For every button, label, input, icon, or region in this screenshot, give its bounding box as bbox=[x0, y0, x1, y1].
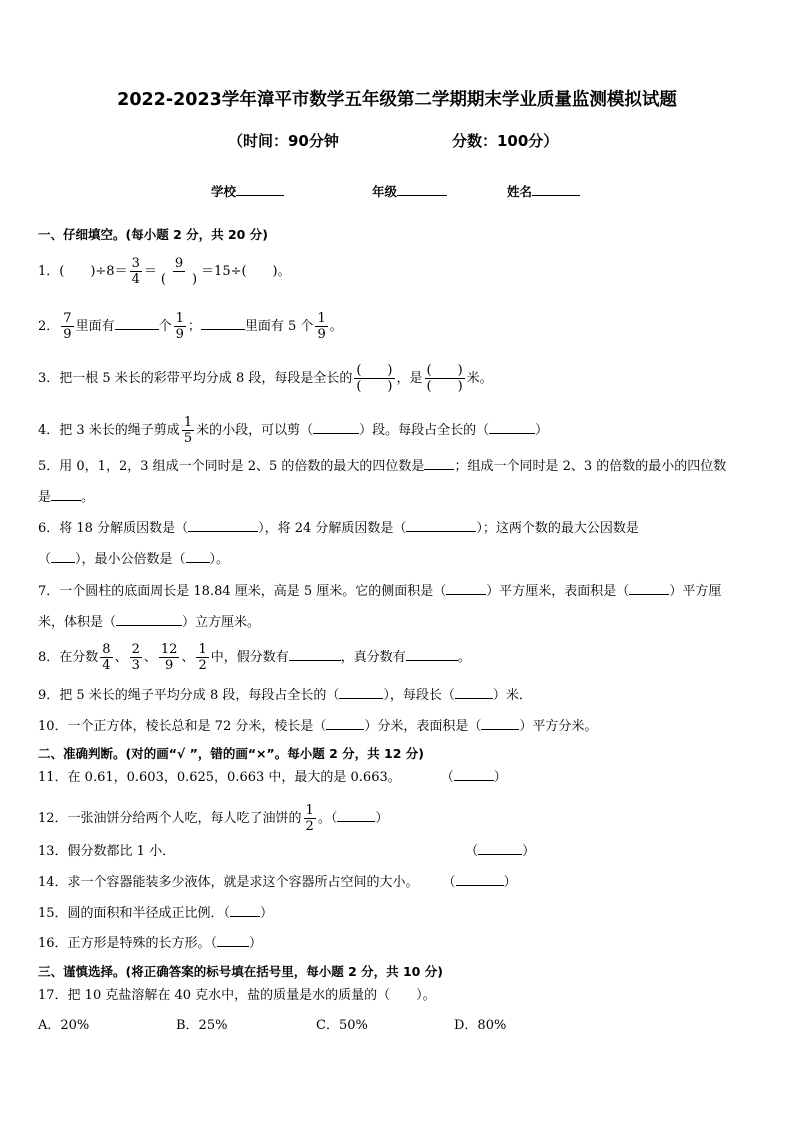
fraction-numerator: 7 bbox=[63, 311, 72, 326]
fraction bbox=[182, 415, 194, 446]
question-text: （ bbox=[38, 552, 52, 567]
question-text: ） bbox=[503, 875, 517, 890]
question-text: ）段。每段占全长的（ bbox=[359, 423, 490, 438]
answer-blank[interactable] bbox=[116, 612, 182, 626]
question-text: ），每段长（ bbox=[383, 688, 455, 703]
question-text: 2． bbox=[38, 319, 60, 334]
question-text: 15．圆的面积和半径成正比例．（ bbox=[38, 906, 231, 921]
question-text: 9．把 5 米长的绳子平均分成 8 段，每段占全长的（ bbox=[38, 688, 340, 703]
question-text: 、 bbox=[114, 650, 128, 665]
fraction-denominator: ( ) bbox=[160, 272, 198, 287]
name-label: 姓名 bbox=[507, 184, 533, 199]
question-text: ；组成一个同时是 2、3 的倍数的最小的四位数 bbox=[454, 459, 727, 474]
time-label: （时间：90分钟 bbox=[228, 132, 339, 150]
question-text: 。（ bbox=[317, 811, 338, 826]
question-text: 、 bbox=[143, 650, 157, 665]
answer-blank[interactable] bbox=[51, 487, 81, 501]
answer-blank[interactable] bbox=[289, 647, 341, 661]
option-a[interactable]: A．20% bbox=[38, 1018, 90, 1033]
question-14 bbox=[38, 872, 517, 893]
fraction-numerator: 3 bbox=[131, 256, 140, 271]
fraction bbox=[61, 311, 73, 342]
fraction bbox=[130, 642, 142, 673]
question-text: 7．一个圆柱的底面周长是 18.84 厘米，高是 5 厘米。它的侧面积是（ bbox=[38, 584, 447, 599]
fraction-denominator: 9 bbox=[63, 327, 72, 342]
answer-blank[interactable] bbox=[230, 903, 260, 917]
question-text: 14．求一个容器能装多少液体，就是求这个容器所占空间的大小。 bbox=[38, 875, 419, 890]
question-text: ），将 24 分解质因数是（ bbox=[258, 521, 407, 536]
answer-blank[interactable] bbox=[446, 581, 486, 595]
question-4 bbox=[38, 415, 548, 446]
question-text: 1．( )÷8＝ bbox=[38, 264, 128, 279]
question-text: 是 bbox=[38, 490, 52, 505]
answer-blank[interactable] bbox=[454, 767, 494, 781]
name-blank[interactable] bbox=[532, 183, 580, 196]
answer-blank[interactable] bbox=[455, 685, 493, 699]
question-text: ＝ bbox=[143, 264, 157, 279]
school-blank[interactable] bbox=[236, 183, 284, 196]
question-7-cont bbox=[38, 612, 260, 633]
grade-label: 年级 bbox=[372, 184, 398, 199]
question-text: 米。 bbox=[466, 371, 493, 386]
question-text: 17．把 10 克盐溶解在 40 克水中，盐的质量是水的质量的（ ）。 bbox=[38, 988, 436, 1003]
question-text: ） bbox=[535, 423, 549, 438]
fraction-numerator: 1 bbox=[305, 803, 314, 818]
answer-blank[interactable] bbox=[456, 872, 504, 886]
fraction bbox=[159, 256, 199, 287]
question-text: ） bbox=[249, 936, 263, 951]
fraction bbox=[354, 363, 394, 394]
question-text: ）。 bbox=[209, 552, 230, 567]
answer-blank[interactable] bbox=[115, 316, 159, 330]
question-17-options bbox=[38, 1016, 506, 1036]
answer-blank[interactable] bbox=[326, 716, 364, 730]
question-text: 3．把一根 5 米长的彩带平均分成 8 段，每段是全长的 bbox=[38, 371, 353, 386]
question-1 bbox=[38, 256, 291, 287]
question-10 bbox=[38, 716, 597, 737]
answer-blank[interactable] bbox=[481, 716, 519, 730]
question-text: ）平方厘 bbox=[669, 584, 722, 599]
question-text: ）分米，表面积是（ bbox=[364, 719, 482, 734]
question-text: 11．在 0.61，0.603，0.625，0.663 中，最大的是 0.663。 bbox=[38, 770, 401, 785]
fraction-numerator: 1 bbox=[183, 415, 193, 430]
answer-blank[interactable] bbox=[313, 420, 359, 434]
score-label: 分数：100分） bbox=[452, 132, 559, 150]
fraction-denominator: ( ) bbox=[356, 379, 393, 394]
answer-blank[interactable] bbox=[186, 549, 210, 563]
fraction-numerator: 12 bbox=[160, 642, 178, 657]
question-8 bbox=[38, 642, 471, 673]
option-d[interactable]: D．80% bbox=[454, 1018, 507, 1033]
fraction-denominator: 9 bbox=[317, 327, 326, 342]
fraction-numerator: 2 bbox=[131, 642, 140, 657]
fraction-numerator: 1 bbox=[198, 642, 207, 657]
fraction-denominator: 9 bbox=[175, 327, 184, 342]
fraction bbox=[130, 256, 142, 287]
fraction-denominator: 5 bbox=[183, 431, 193, 446]
school-label: 学校 bbox=[211, 184, 237, 199]
answer-blank[interactable] bbox=[217, 933, 249, 947]
grade-blank[interactable] bbox=[397, 183, 447, 196]
fraction-numerator: 8 bbox=[102, 642, 111, 657]
answer-blank[interactable] bbox=[489, 420, 535, 434]
question-text: 。 bbox=[81, 490, 95, 505]
question-text: ）米． bbox=[492, 688, 532, 703]
fraction bbox=[304, 803, 316, 834]
question-3 bbox=[38, 363, 493, 394]
question-text: 4．把 3 米长的绳子剪成 bbox=[38, 423, 180, 438]
fraction-denominator: 9 bbox=[165, 658, 174, 673]
question-text: ）平方厘米，表面积是（ bbox=[486, 584, 630, 599]
question-text: ），最小公倍数是（ bbox=[75, 552, 186, 567]
answer-blank[interactable] bbox=[406, 518, 476, 532]
fraction bbox=[174, 311, 186, 342]
grade-field bbox=[372, 182, 447, 200]
question-text: （ bbox=[440, 770, 454, 785]
fraction bbox=[100, 642, 112, 673]
question-13 bbox=[38, 841, 535, 862]
question-text: ＝15÷( )。 bbox=[201, 264, 291, 279]
question-text: 16．正方形是特殊的长方形。（ bbox=[38, 936, 218, 951]
question-9 bbox=[38, 685, 532, 706]
question-12 bbox=[38, 803, 388, 834]
question-text: （ bbox=[442, 875, 456, 890]
question-text: 米的小段，可以剪（ bbox=[196, 423, 314, 438]
question-text: ） bbox=[260, 906, 274, 921]
question-text: 。 bbox=[457, 650, 471, 665]
question-15 bbox=[38, 903, 273, 924]
question-text: ）平方分米。 bbox=[519, 719, 598, 734]
fraction-denominator: 4 bbox=[131, 272, 140, 287]
answer-blank[interactable] bbox=[201, 316, 245, 330]
question-text: 10．一个正方体，棱长总和是 72 分米，棱长是（ bbox=[38, 719, 327, 734]
question-text: 中，假分数有 bbox=[210, 650, 289, 665]
option-c[interactable]: C．50% bbox=[316, 1018, 368, 1033]
option-b[interactable]: B．25% bbox=[176, 1018, 228, 1033]
question-5-cont bbox=[38, 487, 94, 508]
question-text: ） bbox=[493, 770, 507, 785]
question-5 bbox=[38, 456, 726, 477]
page-title: 2022-2023学年漳平市数学五年级第二学期期末学业质量监测模拟试题 bbox=[117, 90, 677, 110]
question-text: 里面有 5 个 bbox=[244, 319, 314, 334]
fraction-numerator: 1 bbox=[175, 311, 184, 326]
question-text: 12．一张油饼分给两个人吃，每人吃了油饼的 bbox=[38, 811, 302, 826]
name-field bbox=[507, 182, 580, 200]
question-text: 米，体积是（ bbox=[38, 615, 117, 630]
question-text: ） bbox=[522, 844, 536, 859]
fraction bbox=[196, 642, 208, 673]
fraction bbox=[425, 363, 465, 394]
school-field bbox=[211, 182, 284, 200]
question-text: ； bbox=[187, 319, 201, 334]
answer-blank[interactable] bbox=[424, 456, 454, 470]
question-text: 。 bbox=[329, 319, 343, 334]
fraction-denominator: 4 bbox=[102, 658, 111, 673]
question-text: 里面有 bbox=[75, 319, 115, 334]
fraction-denominator: 2 bbox=[198, 658, 207, 673]
answer-blank[interactable] bbox=[339, 685, 383, 699]
fraction bbox=[159, 642, 180, 673]
question-text: （ bbox=[465, 844, 479, 859]
fraction bbox=[315, 311, 327, 342]
question-text: ）立方厘米。 bbox=[182, 615, 261, 630]
question-text: ）；这两个数的最大公因数是 bbox=[476, 521, 639, 536]
question-text: 8．在分数 bbox=[38, 650, 99, 665]
fraction-numerator: ( ) bbox=[426, 363, 463, 378]
section-1-heading: 一、仔细填空。(每小题 2 分，共 20 分) bbox=[38, 227, 268, 242]
fraction-numerator: 1 bbox=[317, 311, 326, 326]
answer-blank[interactable] bbox=[478, 841, 522, 855]
fraction-denominator: 2 bbox=[305, 819, 314, 834]
section-3-heading: 三、谨慎选择。(将正确答案的标号填在括号里，每小题 2 分，共 10 分) bbox=[38, 964, 443, 979]
answer-blank[interactable] bbox=[188, 518, 258, 532]
section-2-heading: 二、准确判断。(对的画“√ ”，错的画“×”。每小题 2 分，共 12 分) bbox=[38, 746, 424, 761]
question-16 bbox=[38, 933, 262, 954]
question-2 bbox=[38, 311, 343, 342]
question-text: 5．用 0，1，2，3 组成一个同时是 2、5 的倍数的最大的四位数是 bbox=[38, 459, 425, 474]
question-text: ，真分数有 bbox=[340, 650, 406, 665]
answer-blank[interactable] bbox=[51, 549, 75, 563]
question-text: 个 bbox=[158, 319, 172, 334]
question-11 bbox=[38, 767, 507, 788]
question-text: ，是 bbox=[396, 371, 423, 386]
question-text: 13．假分数都比 1 小． bbox=[38, 844, 176, 859]
answer-blank[interactable] bbox=[337, 808, 375, 822]
answer-blank[interactable] bbox=[629, 581, 669, 595]
question-text: ） bbox=[375, 811, 389, 826]
fraction-numerator: ( ) bbox=[356, 363, 393, 378]
fraction-denominator: ( ) bbox=[426, 379, 463, 394]
question-17 bbox=[38, 986, 436, 1006]
fraction-denominator: 3 bbox=[131, 658, 140, 673]
answer-blank[interactable] bbox=[406, 647, 458, 661]
question-6 bbox=[38, 518, 639, 539]
question-6-cont bbox=[38, 549, 229, 570]
fraction-numerator: 9 bbox=[174, 256, 184, 271]
question-text: 6．将 18 分解质因数是（ bbox=[38, 521, 189, 536]
question-text: 、 bbox=[181, 650, 195, 665]
question-7 bbox=[38, 581, 721, 602]
